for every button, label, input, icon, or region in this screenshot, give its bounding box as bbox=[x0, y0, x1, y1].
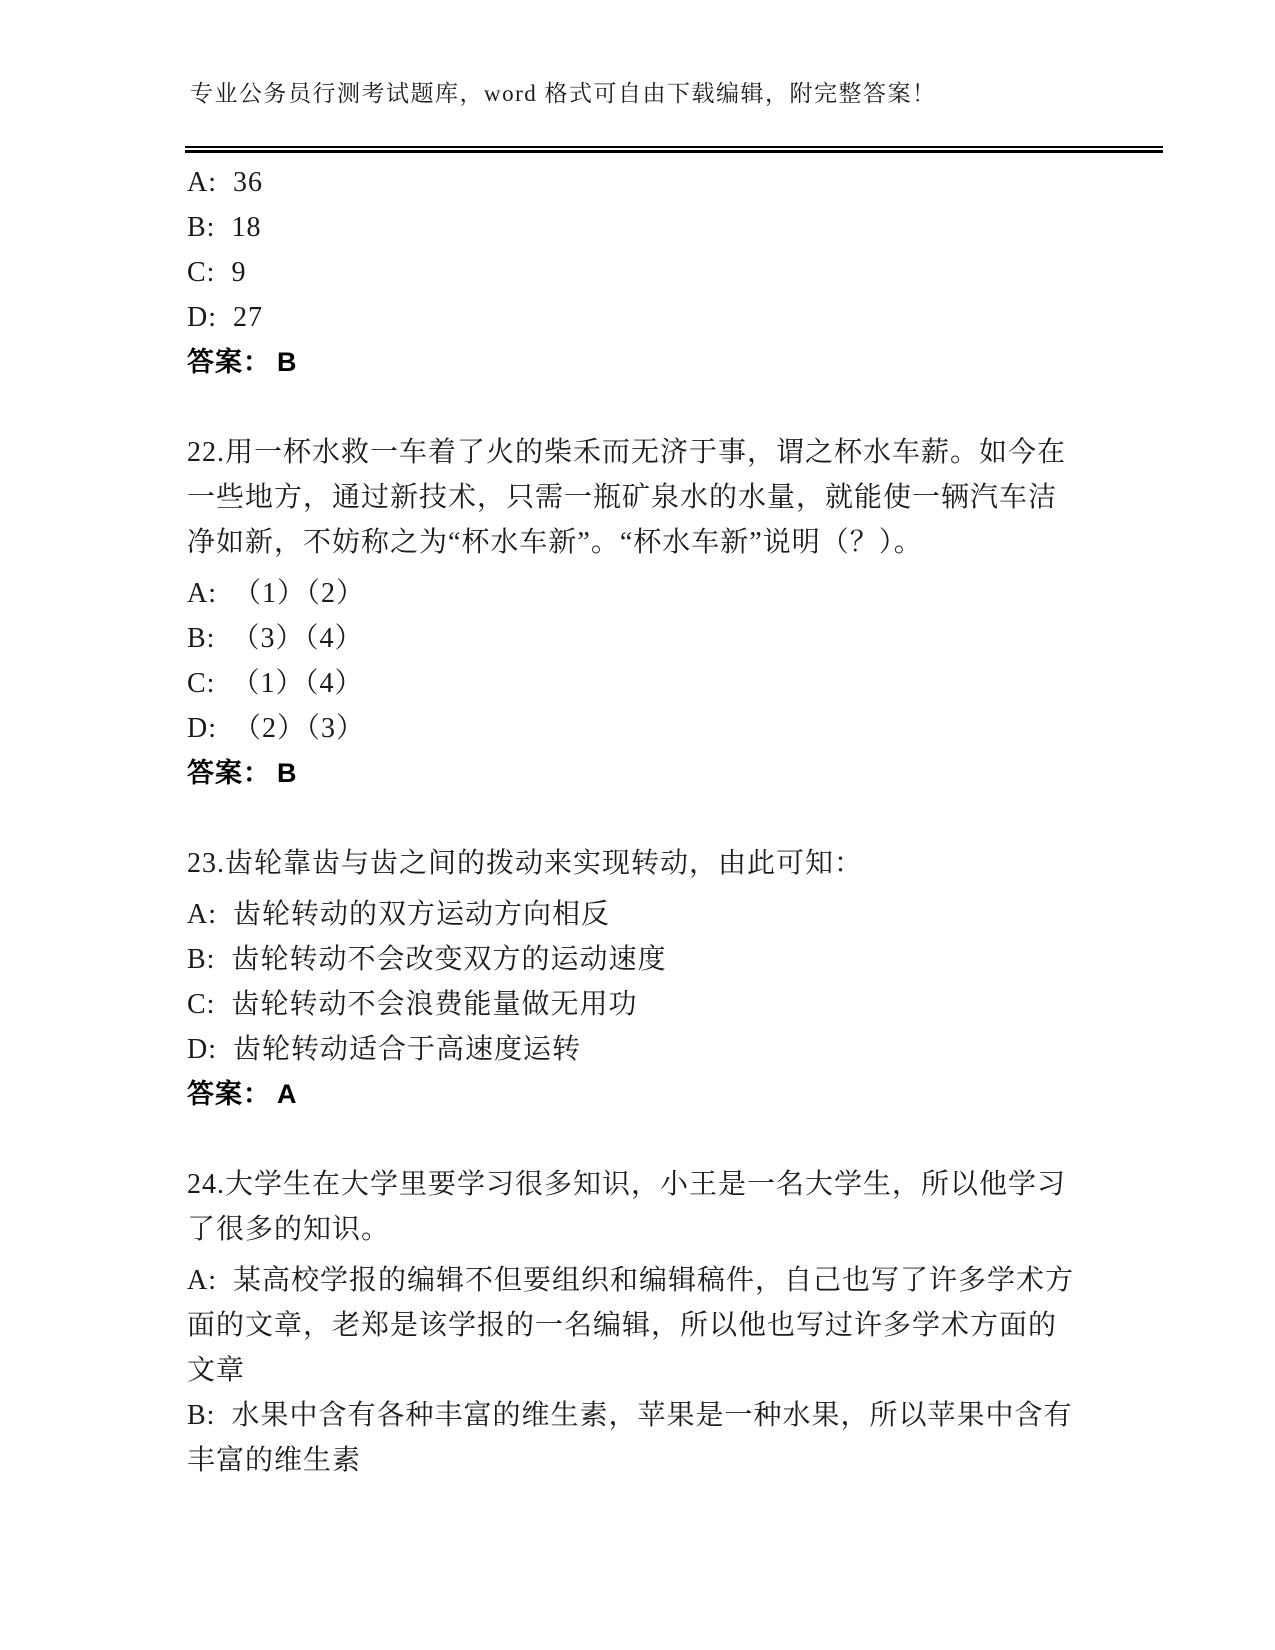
option-text: 水果中含有各种丰富的维生素，苹果是一种水果，所以苹果中含有丰富的维生素 bbox=[187, 1400, 1073, 1476]
option-text: 齿轮转动的双方运动方向相反 bbox=[233, 899, 611, 930]
answer-label: 答案： bbox=[187, 1079, 271, 1109]
option-label: B: bbox=[187, 623, 216, 654]
option-text: （1）（4） bbox=[231, 668, 364, 699]
question-block-21 bbox=[187, 160, 1082, 385]
answer-row bbox=[187, 340, 1082, 385]
option-row bbox=[187, 937, 1082, 982]
option-text: 27 bbox=[233, 302, 263, 333]
answer-value: B bbox=[277, 347, 298, 377]
option-row bbox=[187, 706, 1082, 751]
option-text: 某高校学报的编辑不但要组织和编辑稿件，自己也写了许多学术方面的文章，老郑是该学报的一名编辑，所以他也写过许多学术方面的文章 bbox=[187, 1265, 1075, 1386]
option-text: 9 bbox=[231, 257, 247, 288]
answer-label: 答案： bbox=[187, 347, 271, 377]
answer-row bbox=[187, 751, 1082, 796]
option-text: 齿轮转动适合于高速度运转 bbox=[233, 1034, 582, 1065]
option-row bbox=[187, 661, 1082, 706]
option-row bbox=[187, 250, 1082, 295]
question-stem: 24.大学生在大学里要学习很多知识，小王是一名大学生，所以他学习了很多的知识。 bbox=[187, 1169, 1067, 1245]
question-stem: 23.齿轮靠齿与齿之间的拨动来实现转动，由此可知： bbox=[187, 848, 864, 879]
option-label: A: bbox=[187, 578, 217, 609]
option-row bbox=[187, 892, 1082, 937]
answer-value: A bbox=[277, 1079, 298, 1109]
option-label: C: bbox=[187, 257, 216, 288]
document-body bbox=[187, 150, 1082, 1483]
option-row bbox=[187, 160, 1082, 205]
option-label: A: bbox=[187, 167, 217, 198]
option-label: D: bbox=[187, 713, 217, 744]
option-text: （3）（4） bbox=[231, 623, 364, 654]
option-label: A: bbox=[187, 899, 217, 930]
option-row bbox=[187, 295, 1082, 340]
option-row bbox=[187, 571, 1082, 616]
option-text: （2）（3） bbox=[233, 713, 366, 744]
option-text: 18 bbox=[231, 212, 262, 243]
option-row bbox=[187, 982, 1082, 1027]
question-block-24 bbox=[187, 1162, 1082, 1483]
answer-value: B bbox=[277, 758, 298, 788]
option-label: A: bbox=[187, 1265, 217, 1296]
option-row bbox=[187, 616, 1082, 661]
answer-row bbox=[187, 1072, 1082, 1117]
option-row bbox=[187, 1027, 1082, 1072]
option-label: B: bbox=[187, 212, 216, 243]
option-label: D: bbox=[187, 1034, 217, 1065]
option-label: C: bbox=[187, 668, 216, 699]
option-text: （1）（2） bbox=[233, 578, 366, 609]
option-text: 齿轮转动不会改变双方的运动速度 bbox=[231, 944, 667, 975]
option-row bbox=[187, 205, 1082, 250]
question-block-23 bbox=[187, 841, 1082, 1117]
question-stem: 22.用一杯水救一车着了火的柴禾而无济于事，谓之杯水车薪。如今在一些地方，通过新技术，只需一瓶矿泉水的水量，就能使一辆汽车洁净如新，不妨称之为“杯水车新”。“杯水车新”说明（？）。 bbox=[187, 437, 1067, 558]
option-row bbox=[187, 1393, 1082, 1483]
option-label: C: bbox=[187, 989, 216, 1020]
question-block-22 bbox=[187, 430, 1082, 796]
option-label: B: bbox=[187, 1400, 216, 1431]
document-header-text: 专业公务员行测考试题库，word 格式可自由下载编辑，附完整答案！ bbox=[190, 81, 937, 106]
option-label: B: bbox=[187, 944, 216, 975]
option-text: 36 bbox=[233, 167, 263, 198]
option-label: D: bbox=[187, 302, 217, 333]
option-row bbox=[187, 1258, 1082, 1393]
answer-label: 答案： bbox=[187, 758, 271, 788]
option-text: 齿轮转动不会浪费能量做无用功 bbox=[231, 989, 638, 1020]
